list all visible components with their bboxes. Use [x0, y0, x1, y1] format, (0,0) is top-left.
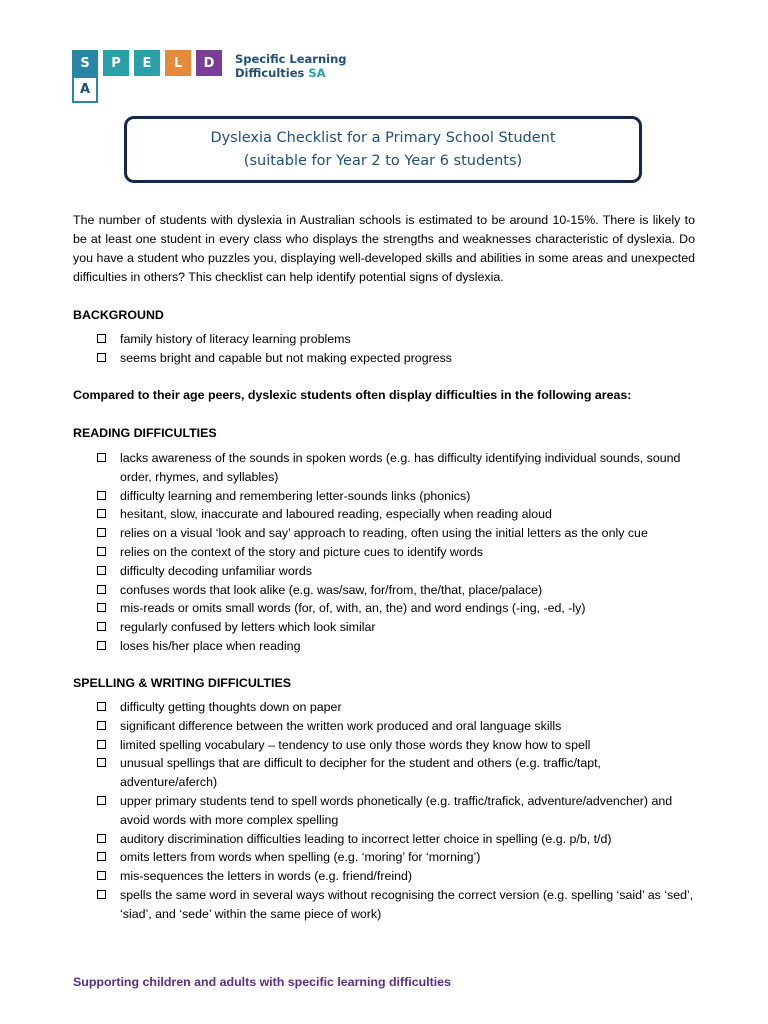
logo-wordmark: [235, 52, 347, 80]
checklist-item: [97, 562, 697, 581]
checkbox[interactable]: [97, 566, 106, 575]
checklist-item: [97, 505, 697, 524]
checkbox[interactable]: [97, 603, 106, 612]
checkbox[interactable]: [97, 491, 106, 500]
item-text: difficulty getting thoughts down on paper: [120, 700, 342, 714]
logo-tile-d: D: [196, 50, 222, 76]
logo-name-accent: SA: [308, 66, 326, 80]
checkbox[interactable]: [97, 702, 106, 711]
checklist-item: [97, 717, 697, 736]
item-text: mis-reads or omits small words (for, of, with, an, the) and word endings (-ing, -ed, -ly): [120, 601, 586, 616]
item-text: family history of literacy learning problems: [120, 332, 351, 346]
logo-tile-l: L: [165, 50, 191, 76]
checklist-item: [97, 848, 697, 867]
item-text: relies on the context of the story and picture cues to identify words: [120, 544, 483, 559]
logo-tile-e: E: [134, 50, 160, 76]
checkbox[interactable]: [97, 353, 106, 362]
item-text: seems bright and capable but not making expected progress: [120, 350, 452, 365]
spelling-list: [97, 698, 697, 924]
logo-tile-s: S: [72, 50, 98, 76]
checklist-item: [97, 543, 697, 562]
checkbox[interactable]: [97, 740, 106, 749]
checkbox[interactable]: [97, 852, 106, 861]
item-text: confuses words that look alike (e.g. was/saw, for/from, the/that, place/palace): [120, 582, 543, 597]
checkbox[interactable]: [97, 890, 106, 899]
logo-name-line2: [235, 66, 347, 80]
checkbox[interactable]: [97, 528, 106, 537]
item-text: omits letters from words when spelling (e.g. ‘moring’ for ‘morning’): [120, 850, 481, 865]
item-text: relies on a visual ‘look and say’ approach to reading, often using the initial letters as the only cue: [120, 526, 648, 541]
checklist-item: [97, 754, 697, 792]
checklist-item: [97, 581, 697, 600]
checkbox[interactable]: [97, 834, 106, 843]
title-box: [124, 116, 642, 183]
document-subtitle: (suitable for Year 2 to Year 6 students): [243, 152, 523, 169]
logo-name-word: Difficulties: [235, 66, 305, 80]
checklist-item: [97, 830, 697, 849]
checkbox[interactable]: [97, 622, 106, 631]
checkbox[interactable]: [97, 796, 106, 805]
item-text: mis-sequences the letters in words (e.g. friend/freind): [120, 869, 412, 884]
checklist-item: [97, 599, 697, 618]
checkbox[interactable]: [97, 641, 106, 650]
item-text: difficulty learning and remembering letter-sounds links (phonics): [120, 488, 471, 503]
item-text: regularly confused by letters which look similar: [120, 620, 376, 635]
item-text: loses his/her place when reading: [120, 638, 301, 653]
footer-tagline: Supporting children and adults with specific learning difficulties: [73, 975, 451, 989]
checklist-item: [97, 637, 697, 656]
checklist-item: [97, 886, 697, 924]
item-text: auditory discrimination difficulties leading to incorrect letter choice in spelling (e.g. p/b, t/d): [120, 831, 612, 846]
checklist-item: [97, 867, 697, 886]
document-title: Dyslexia Checklist for a Primary School Student: [210, 129, 556, 146]
logo-name-line1: Specific Learning: [235, 52, 347, 66]
intro-paragraph: The number of students with dyslexia in Australian schools is estimated to be around 10-15%. There is likely to be at least one student in every class who displays the strengths and weaknesses characteristic of dyslexia. Do you have a student who puzzles you, displaying well-developed skills and abilities in some areas and unexpected difficulties in others? This checklist can help identify potential signs of dyslexia.: [73, 213, 695, 284]
spelling-heading: SPELLING & WRITING DIFFICULTIES: [73, 676, 291, 690]
logo-tile-a: A: [72, 76, 98, 103]
checkbox[interactable]: [97, 721, 106, 730]
item-text: hesitant, slow, inaccurate and laboured reading, especially when reading aloud: [120, 507, 552, 522]
checklist-item: [97, 618, 697, 637]
item-text: lacks awareness of the sounds in spoken words (e.g. has difficulty identifying individual sounds, sound order, rhymes, and syllables): [120, 451, 681, 484]
checkbox[interactable]: [97, 758, 106, 767]
checkbox[interactable]: [97, 871, 106, 880]
item-text: significant difference between the written work produced and oral language skills: [120, 718, 562, 733]
item-text: spells the same word in several ways without recognising the correct version (e.g. spelling ‘said’ as ‘sed’, ‘siad’, and ‘sede’ within the same piece of work): [120, 887, 694, 921]
item-text: upper primary students tend to spell words phonetically (e.g. traffic/trafick, adventure/advencher) and avoid words with more complex spelling: [120, 793, 673, 827]
item-text: unusual spellings that are difficult to decipher for the student and others (e.g. traffic/tapt, adventure/aferch): [120, 756, 602, 790]
checklist-item: [97, 524, 697, 543]
reading-heading: READING DIFFICULTIES: [73, 426, 217, 440]
background-heading: BACKGROUND: [73, 308, 164, 322]
logo-tile-p: P: [103, 50, 129, 76]
background-list: [97, 330, 697, 368]
item-text: difficulty decoding unfamiliar words: [120, 563, 312, 578]
checkbox[interactable]: [97, 585, 106, 594]
checklist-item: [97, 792, 697, 830]
checklist-item: [97, 449, 697, 487]
checkbox[interactable]: [97, 547, 106, 556]
checklist-item: [97, 736, 697, 755]
checklist-item: [97, 487, 697, 506]
checkbox[interactable]: [97, 453, 106, 462]
checklist-item: [97, 698, 697, 717]
checklist-item: [97, 349, 697, 368]
checklist-item: [97, 330, 697, 349]
item-text: limited spelling vocabulary – tendency to use only those words they know how to spell: [120, 737, 591, 752]
compared-statement: Compared to their age peers, dyslexic students often display difficulties in the following areas:: [73, 388, 632, 402]
checkbox[interactable]: [97, 334, 106, 343]
checkbox[interactable]: [97, 509, 106, 518]
reading-list: [97, 449, 697, 656]
